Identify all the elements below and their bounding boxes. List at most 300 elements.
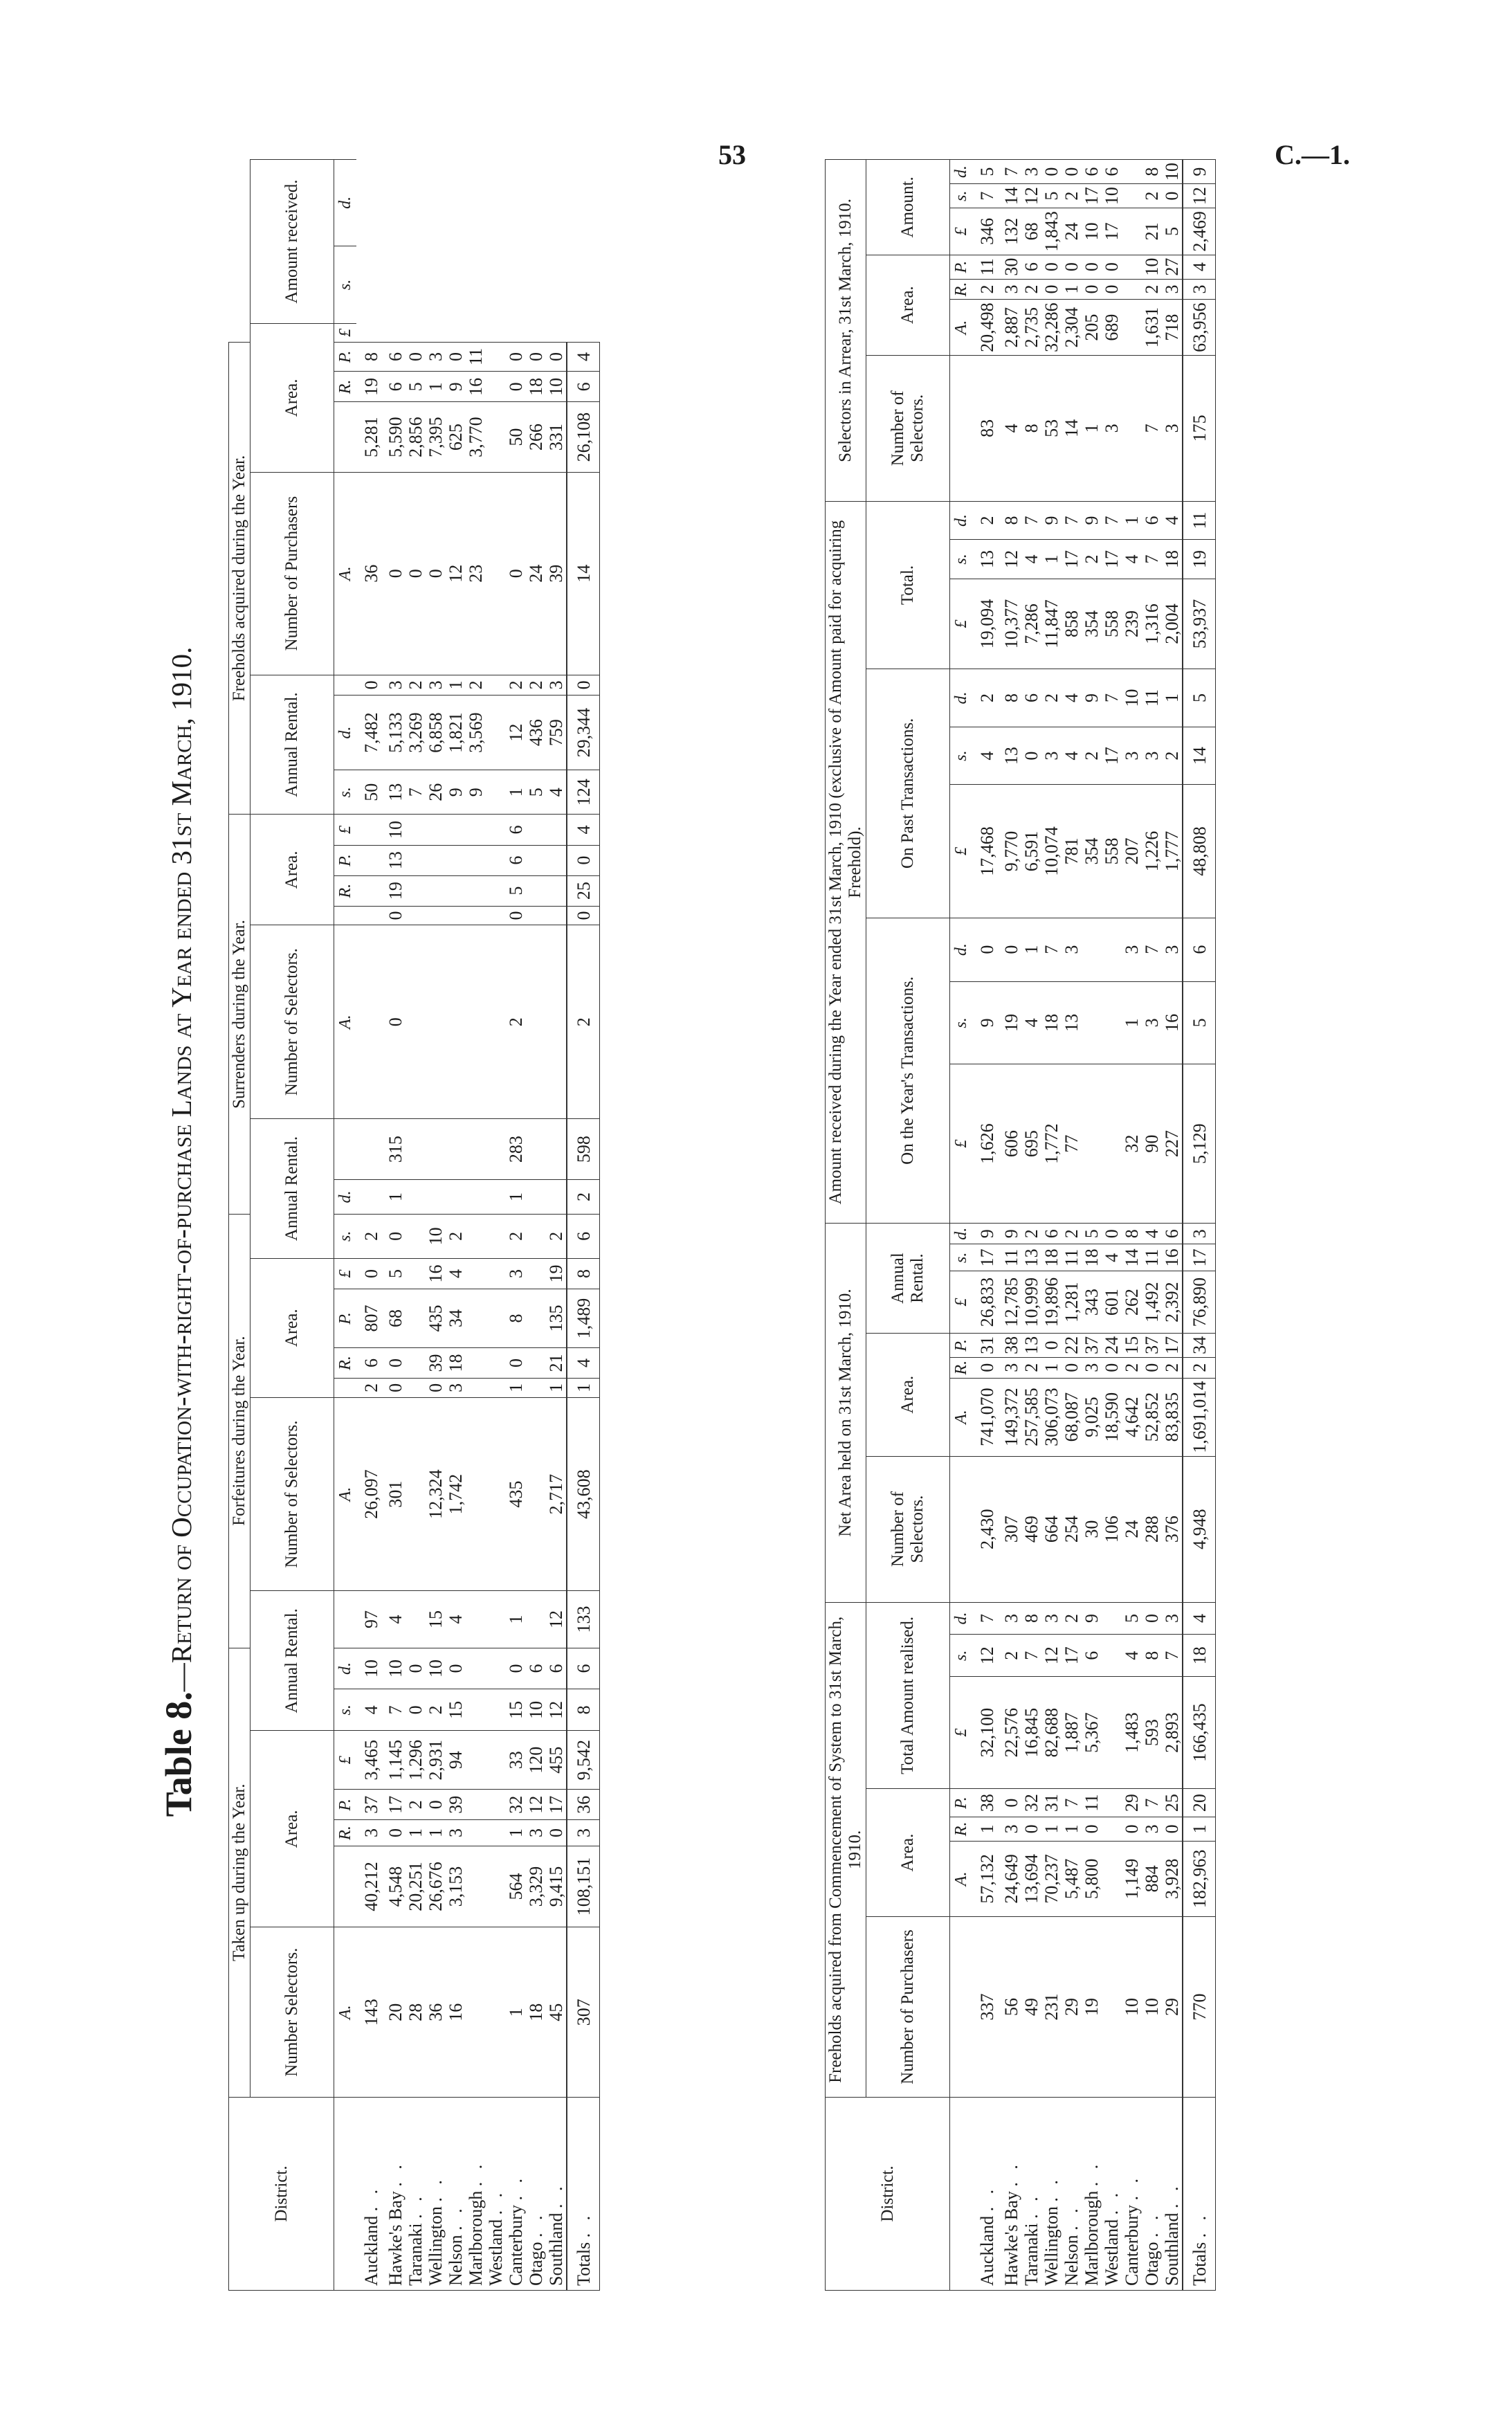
table-row — [1001, 160, 1021, 2291]
district-name: Wellington — [1041, 2206, 1062, 2286]
number-selectors-header: Number Selectors. — [251, 1927, 334, 2098]
data-cell: 17 — [546, 1790, 567, 1820]
data-cell: 0 — [1082, 279, 1102, 300]
data-cell: 1 — [506, 1180, 526, 1215]
data-cell: 1 — [1122, 981, 1142, 1064]
unit-label: s. — [950, 981, 973, 1064]
data-cell: 2,887 — [1001, 300, 1021, 356]
data-cell: 10 — [1142, 1917, 1162, 2098]
unit-label: A. — [950, 1378, 973, 1456]
data-cell: 558 — [1102, 579, 1122, 669]
data-cell: 9 — [1082, 669, 1102, 727]
area-header: Area. — [251, 1731, 334, 1927]
data-cell: 7 — [1142, 918, 1162, 981]
table-row — [1142, 160, 1162, 2291]
data-cell — [546, 906, 567, 925]
data-cell: 1,631 — [1142, 300, 1162, 356]
total-cell: 0 — [567, 906, 600, 925]
data-cell: 9,770 — [1001, 785, 1021, 918]
data-cell — [426, 815, 446, 845]
data-cell: 3,329 — [526, 1846, 546, 1927]
data-cell: 32 — [1021, 1789, 1041, 1817]
district-name: Canterbury — [506, 2205, 526, 2286]
data-cell: 5,281 — [356, 402, 385, 472]
data-cell — [526, 1289, 546, 1347]
data-cell: 10 — [526, 1689, 546, 1731]
data-cell: 97 — [356, 1591, 385, 1648]
data-cell: 8 — [506, 1289, 526, 1347]
total-amount-realised-header: Total Amount realised. — [866, 1602, 950, 1788]
table-row — [356, 160, 385, 2291]
area-header: Area. — [251, 1258, 334, 1397]
data-cell: 1 — [972, 1817, 1001, 1842]
data-cell: 3,153 — [446, 1846, 466, 1927]
data-cell: 695 — [1021, 1064, 1041, 1224]
data-cell: 11 — [1142, 1244, 1162, 1271]
data-cell: 239 — [1122, 579, 1142, 669]
data-cell: 1,821 — [446, 696, 466, 770]
district-name: Taranaki — [406, 2223, 426, 2286]
data-cell: 1 — [1041, 540, 1062, 579]
data-cell: 83 — [972, 355, 1001, 501]
data-cell — [526, 845, 546, 875]
data-cell: 593 — [1142, 1677, 1162, 1789]
table-row — [546, 160, 567, 2291]
data-cell: 7,395 — [426, 402, 446, 472]
data-cell: 9 — [1082, 1602, 1102, 1635]
data-cell: 436 — [526, 696, 546, 770]
units-cell — [950, 1917, 973, 2098]
data-cell: 3 — [1162, 355, 1183, 501]
data-cell: 7 — [1041, 918, 1062, 981]
data-cell: 1,626 — [972, 1064, 1001, 1224]
data-cell: 5,367 — [1082, 1677, 1102, 1789]
data-cell — [1102, 1064, 1122, 1224]
leader-dots: . . — [486, 2188, 506, 2215]
data-cell: 31 — [972, 1333, 1001, 1357]
data-cell — [1122, 355, 1142, 501]
data-cell: 120 — [526, 1731, 546, 1790]
net-area-header: Net Area held on 31st March, 1910. — [826, 1224, 866, 1602]
total-cell: 133 — [567, 1591, 600, 1648]
data-cell: 2,392 — [1162, 1271, 1183, 1334]
data-cell: 45 — [546, 1927, 567, 2098]
data-cell: 2 — [1082, 727, 1102, 785]
data-cell: 14 — [1122, 1244, 1142, 1271]
total-cell: 4 — [567, 815, 600, 845]
total-cell: 4,948 — [1183, 1456, 1216, 1602]
data-cell: 26 — [426, 770, 446, 815]
district-name: Auckland — [976, 2215, 997, 2286]
number-of-purchasers-header: Number of Purchasers — [251, 472, 334, 675]
return-table-2 — [825, 159, 1216, 2291]
data-cell: 2 — [1062, 1602, 1082, 1635]
total-cell: 5 — [1183, 669, 1216, 727]
data-cell: 19,094 — [972, 579, 1001, 669]
data-cell — [546, 845, 567, 875]
data-cell: 7 — [1162, 1635, 1183, 1677]
data-cell: 24 — [1102, 1333, 1122, 1357]
total-cell: 53,937 — [1183, 579, 1216, 669]
data-cell — [486, 1820, 506, 1846]
data-cell: 24 — [1122, 1456, 1142, 1602]
data-cell: 3 — [385, 675, 406, 696]
data-cell: 3 — [1082, 1357, 1102, 1378]
data-cell: 3 — [1122, 727, 1142, 785]
unit-label: P. — [334, 1289, 357, 1347]
data-cell: 70,237 — [1041, 1841, 1062, 1916]
units-row — [950, 160, 973, 2291]
data-cell: 0 — [426, 1790, 446, 1820]
units-cell — [334, 2098, 357, 2291]
data-cell — [466, 1648, 486, 1689]
district-cell — [1062, 2098, 1082, 2291]
data-cell: 5 — [1082, 1224, 1102, 1244]
data-cell: 0 — [1041, 255, 1062, 279]
data-cell: 13 — [1001, 727, 1021, 785]
table-row — [1021, 160, 1041, 2291]
data-cell: 1 — [546, 1379, 567, 1398]
data-cell: 3 — [1162, 918, 1183, 981]
data-cell — [426, 925, 446, 1119]
data-cell: 1 — [506, 770, 526, 815]
data-cell: 3 — [1162, 1602, 1183, 1635]
data-cell: 0 — [526, 342, 546, 372]
data-cell: 0 — [385, 1347, 406, 1378]
data-cell: 2 — [356, 1214, 385, 1258]
surrenders-header: Surrenders during the Year. — [229, 815, 251, 1214]
unit-label: £ — [950, 579, 973, 669]
data-cell — [1102, 1917, 1122, 2098]
data-cell: 7 — [1062, 501, 1082, 539]
data-cell: 0 — [1142, 1602, 1162, 1635]
unit-label: s. — [334, 1214, 357, 1258]
data-cell: 11 — [1001, 1244, 1021, 1271]
unit-label: A. — [950, 1841, 973, 1916]
data-cell — [466, 1258, 486, 1289]
data-cell — [1122, 300, 1142, 356]
data-cell: 18 — [526, 372, 546, 402]
data-cell: 0 — [506, 472, 526, 675]
unit-label: R. — [950, 1817, 973, 1842]
data-cell — [486, 696, 506, 770]
data-cell: 68 — [1021, 208, 1041, 255]
unit-label: R. — [334, 1820, 357, 1846]
total-header: Total. — [866, 501, 950, 669]
data-cell: 376 — [1162, 1456, 1183, 1602]
data-cell — [406, 1397, 426, 1591]
data-cell: 29 — [1162, 1917, 1183, 2098]
data-cell: 32 — [1122, 1064, 1142, 1224]
data-cell — [406, 1379, 426, 1398]
district-cell — [426, 2098, 446, 2291]
total-cell: 3 — [1183, 1224, 1216, 1244]
data-cell: 0 — [385, 1214, 406, 1258]
data-cell: 306,073 — [1041, 1378, 1062, 1456]
data-cell — [486, 875, 506, 906]
arrear-header: Selectors in Arrear, 31st March, 1910. — [826, 160, 866, 502]
unit-label: P. — [950, 1789, 973, 1817]
data-cell: 0 — [426, 1379, 446, 1398]
data-cell: 1 — [1082, 355, 1102, 501]
data-cell: 33 — [506, 1731, 526, 1790]
unit-label: R. — [950, 1357, 973, 1378]
total-cell: 1 — [1183, 1817, 1216, 1842]
data-cell: 1 — [506, 1927, 526, 2098]
totals-label: Totals — [573, 2242, 594, 2286]
units-cell — [334, 675, 357, 696]
data-cell: 3 — [1001, 279, 1021, 300]
data-cell — [426, 1119, 446, 1180]
total-cell: 76,890 — [1183, 1271, 1216, 1334]
data-cell: 1,281 — [1062, 1271, 1082, 1334]
data-cell — [406, 906, 426, 925]
data-cell: 2 — [1021, 1357, 1041, 1378]
freeholds-header: Freeholds acquired during the Year. — [229, 342, 251, 815]
data-cell: 0 — [1122, 1817, 1142, 1842]
data-cell: 0 — [356, 1258, 385, 1289]
data-cell: 0 — [1062, 255, 1082, 279]
data-cell: 3 — [546, 675, 567, 696]
data-cell: 135 — [546, 1289, 567, 1347]
total-cell: 124 — [567, 770, 600, 815]
table-title-text: —Return of Occupation-with-right-of-purchase Lands at Year ended 31st March, 1910. — [165, 646, 197, 1692]
data-cell — [1122, 184, 1142, 208]
total-cell: 770 — [1183, 1917, 1216, 2098]
leader-dots: . . — [573, 2211, 594, 2238]
data-cell — [486, 1397, 506, 1591]
leader-dots: . . — [1162, 2182, 1182, 2209]
data-cell — [446, 1180, 466, 1215]
data-cell: 4 — [446, 1258, 466, 1289]
data-cell: 32 — [506, 1790, 526, 1820]
data-cell: 7 — [1142, 1789, 1162, 1817]
units-cell — [334, 1846, 357, 1927]
data-cell — [426, 845, 446, 875]
total-cell: 8 — [567, 1258, 600, 1289]
data-cell — [1122, 279, 1142, 300]
leader-dots: . . — [1082, 2160, 1102, 2187]
total-cell: 2 — [567, 1180, 600, 1215]
units-cell — [334, 1379, 357, 1398]
data-cell: 82,688 — [1041, 1677, 1062, 1789]
data-cell: 1 — [1122, 501, 1142, 539]
unit-label: d. — [950, 1602, 973, 1635]
on-past-header: On Past Transactions. — [866, 669, 950, 918]
data-cell: 26,097 — [356, 1397, 385, 1591]
data-cell: 2 — [1082, 540, 1102, 579]
data-cell — [486, 1289, 506, 1347]
data-cell: 17 — [385, 1790, 406, 1820]
leader-dots: . . — [1062, 2204, 1082, 2230]
data-cell: 26,833 — [972, 1271, 1001, 1334]
number-of-selectors-header: Number of Selectors. — [866, 1456, 950, 1602]
data-cell: 13 — [385, 845, 406, 875]
data-cell: 3,269 — [406, 696, 426, 770]
data-cell — [356, 845, 385, 875]
data-cell: 39 — [546, 472, 567, 675]
total-cell: 307 — [567, 1927, 600, 2098]
taken-up-header: Taken up during the Year. — [229, 1648, 251, 2097]
data-cell: 19 — [1082, 1917, 1102, 2098]
data-cell: 0 — [385, 906, 406, 925]
data-cell — [426, 1180, 446, 1215]
data-cell — [446, 845, 466, 875]
data-cell: 9 — [1041, 501, 1062, 539]
total-cell: 4 — [1183, 255, 1216, 279]
district-name: Westland — [486, 2219, 506, 2286]
data-cell: 2,856 — [406, 402, 426, 472]
data-cell: 1 — [385, 1180, 406, 1215]
data-cell: 858 — [1062, 579, 1082, 669]
total-cell: 108,151 — [567, 1846, 600, 1927]
data-cell — [1122, 255, 1142, 279]
data-cell: 3 — [1142, 981, 1162, 1064]
unit-label: £ — [334, 324, 357, 342]
data-cell: 9 — [466, 770, 486, 815]
data-cell: 3 — [526, 1820, 546, 1846]
unit-label: s. — [334, 246, 357, 323]
district-cell — [356, 2098, 385, 2291]
data-cell: 6 — [1021, 255, 1041, 279]
data-cell: 0 — [1062, 1357, 1082, 1378]
data-cell: 689 — [1102, 300, 1122, 356]
table-row — [466, 160, 486, 2291]
data-cell — [406, 875, 426, 906]
data-cell — [1102, 1789, 1122, 1817]
data-cell — [406, 1347, 426, 1378]
data-cell: 37 — [1082, 1333, 1102, 1357]
district-cell — [466, 2098, 486, 2291]
data-cell: 7,286 — [1021, 579, 1041, 669]
rotated-page-content — [159, 145, 1363, 2318]
data-cell — [526, 925, 546, 1119]
data-cell: 3,770 — [466, 402, 486, 472]
total-cell: 4 — [567, 342, 600, 372]
data-cell: 0 — [972, 1357, 1001, 1378]
data-cell: 2 — [506, 1214, 526, 1258]
data-cell — [546, 1119, 567, 1180]
data-cell: 4 — [1021, 540, 1041, 579]
data-cell: 1,483 — [1122, 1677, 1142, 1789]
unit-label: s. — [950, 727, 973, 785]
data-cell: 2 — [1162, 727, 1183, 785]
data-cell: 11,847 — [1041, 579, 1062, 669]
data-cell — [1102, 1635, 1122, 1677]
leader-dots: . . — [385, 2161, 406, 2187]
district-name: Hawke's Bay — [1001, 2191, 1021, 2286]
data-cell: 266 — [526, 402, 546, 472]
data-cell: 2,430 — [972, 1456, 1001, 1602]
data-cell: 6 — [1041, 1224, 1062, 1244]
data-cell: 3 — [356, 1820, 385, 1846]
data-cell — [1102, 1841, 1122, 1916]
data-cell: 1 — [506, 1820, 526, 1846]
data-cell: 143 — [356, 1927, 385, 2098]
data-cell: 25 — [1162, 1789, 1183, 1817]
data-cell: 315 — [385, 1119, 406, 1180]
data-cell: 10 — [546, 372, 567, 402]
data-cell: 132 — [1001, 208, 1021, 255]
data-cell — [466, 845, 486, 875]
data-cell: 14 — [1062, 355, 1082, 501]
data-cell: 8 — [1122, 1224, 1142, 1244]
data-cell: 2 — [1041, 669, 1062, 727]
data-cell: 4 — [1001, 355, 1021, 501]
data-cell: 3,569 — [466, 696, 486, 770]
data-cell — [486, 402, 506, 472]
data-cell: 10 — [426, 1214, 446, 1258]
data-cell: 1 — [1041, 1357, 1062, 1378]
data-cell: 16 — [426, 1258, 446, 1289]
data-cell: 0 — [406, 1648, 426, 1689]
units-cell — [950, 1456, 973, 1602]
data-cell: 9,025 — [1082, 1378, 1102, 1456]
data-cell — [466, 1820, 486, 1846]
data-cell: 18 — [1082, 1244, 1102, 1271]
data-cell: 9 — [1082, 501, 1102, 539]
data-cell: 18,590 — [1102, 1378, 1122, 1456]
data-cell: 0 — [506, 342, 526, 372]
data-cell: 30 — [1082, 1456, 1102, 1602]
data-cell: 10,999 — [1021, 1271, 1041, 1334]
data-cell: 2 — [1021, 1224, 1041, 1244]
district-name: Canterbury — [1122, 2205, 1142, 2286]
table-row — [506, 160, 526, 2291]
data-cell — [356, 815, 385, 845]
data-cell — [466, 1790, 486, 1820]
district-name: Nelson — [1062, 2235, 1082, 2286]
data-cell: 38 — [972, 1789, 1001, 1817]
data-cell: 1,887 — [1062, 1677, 1082, 1789]
district-name: Nelson — [446, 2235, 466, 2286]
data-cell: 15 — [426, 1591, 446, 1648]
data-cell: 17 — [1062, 1635, 1082, 1677]
forfeitures-header: Forfeitures during the Year. — [229, 1214, 251, 1648]
data-cell: 13 — [1021, 1244, 1041, 1271]
total-cell: 43,608 — [567, 1397, 600, 1591]
data-cell — [526, 815, 546, 845]
data-cell: 15 — [446, 1689, 466, 1731]
units-row — [334, 160, 357, 2291]
data-cell: 6 — [1142, 501, 1162, 539]
total-cell: 17 — [1183, 1244, 1216, 1271]
data-cell: 3 — [1102, 355, 1122, 501]
district-name: Wellington — [426, 2206, 446, 2286]
data-cell: 18 — [1041, 981, 1062, 1064]
data-cell: 20,498 — [972, 300, 1001, 356]
data-cell: 0 — [356, 675, 385, 696]
data-cell: 3,465 — [356, 1731, 385, 1790]
data-cell: 16 — [466, 372, 486, 402]
total-cell: 20 — [1183, 1789, 1216, 1817]
data-cell: 17 — [1062, 540, 1082, 579]
data-cell: 11 — [466, 342, 486, 372]
data-cell: 16,845 — [1021, 1677, 1041, 1789]
data-cell — [486, 770, 506, 815]
data-cell: 5 — [1041, 184, 1062, 208]
data-cell: 39 — [446, 1790, 466, 1820]
data-cell: 1,772 — [1041, 1064, 1062, 1224]
annual-rental-header: Annual Rental. — [251, 675, 334, 815]
total-cell: 6 — [567, 1648, 600, 1689]
unit-label: s. — [950, 1244, 973, 1271]
data-cell: 5 — [1162, 208, 1183, 255]
data-cell — [1102, 1602, 1122, 1635]
district-cell — [1162, 2098, 1183, 2291]
total-cell: 9 — [1183, 160, 1216, 184]
data-cell: 17 — [1102, 727, 1122, 785]
